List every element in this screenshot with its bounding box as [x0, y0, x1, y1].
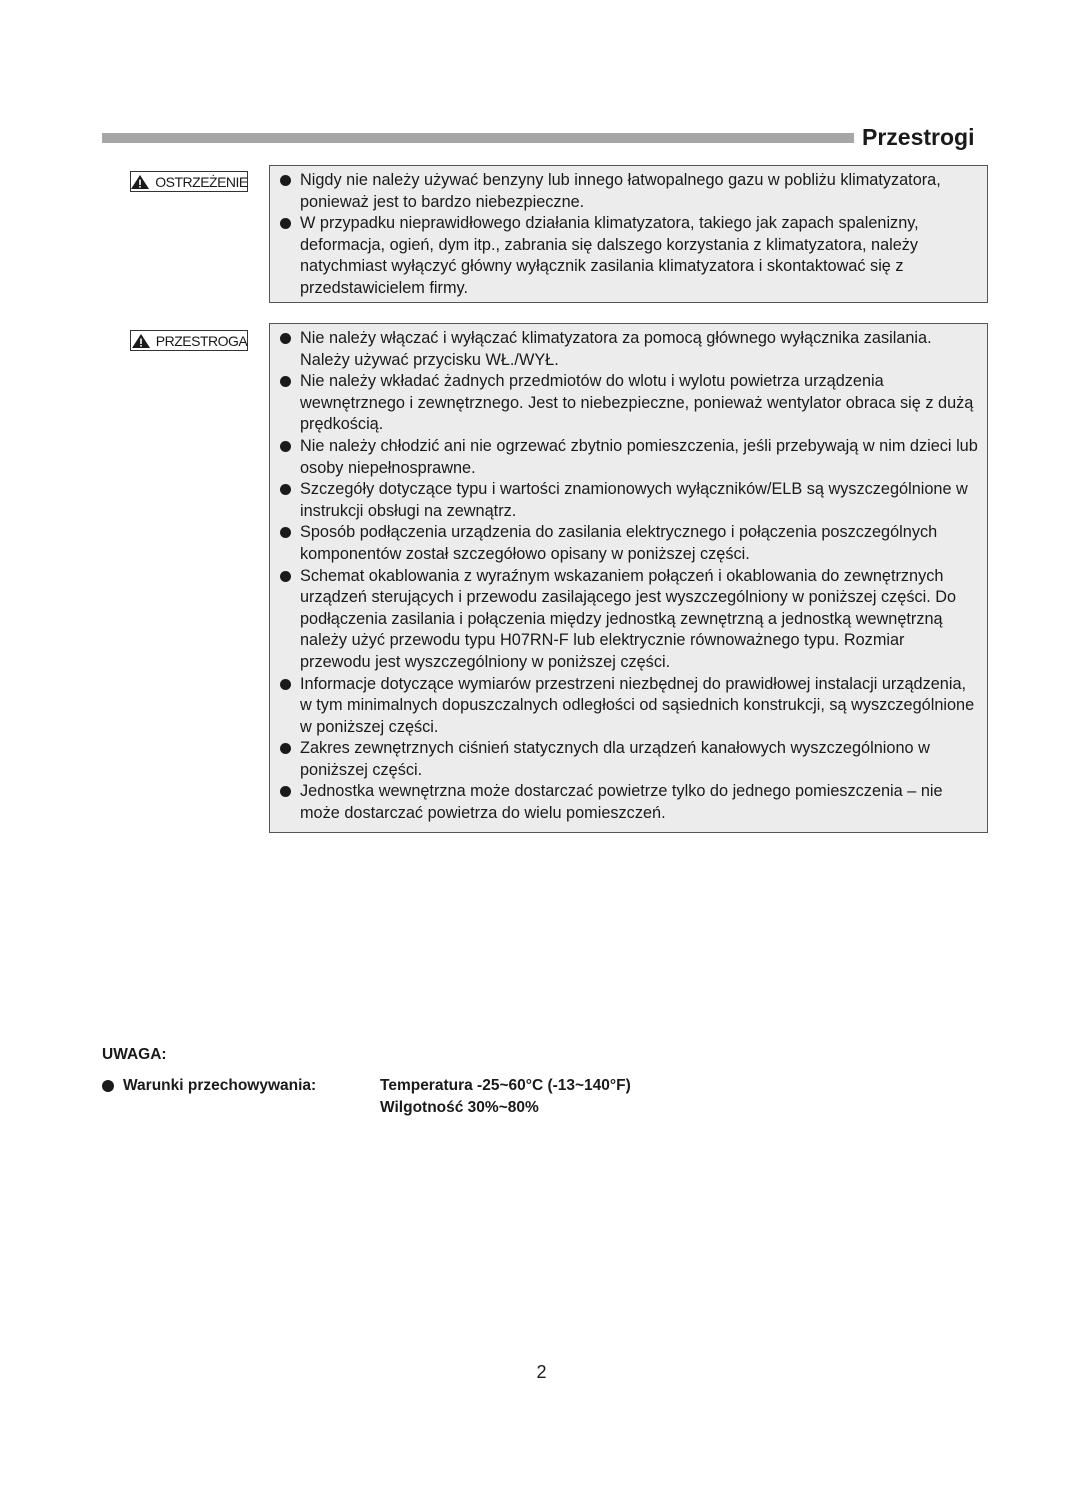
list-item-text: Nie należy włączać i wyłączać klimatyzatora za pomocą głównego wyłącznika zasilania. Należy używać przycisku WŁ./WYŁ.	[300, 329, 932, 369]
bullet-icon	[280, 743, 291, 754]
bullet-icon	[280, 786, 291, 797]
warning-label	[130, 171, 248, 192]
bullet-icon	[280, 376, 291, 387]
list-item-text: Schemat okablowania z wyraźnym wskazaniem połączeń i okablowania do zewnętrznych urządzeń sterujących i przewodu zasilającego jest wyszczególniony w poniższej części. Do podłączenia zasilania i połączenia między jednostką zewnętrzną a jednostką wewnętrzną należy użyć przewodu typu H07RN-F lub elektrycznie równoważnego typu. Rozmiar przewodu jest wyszczególniony w poniższej części.	[300, 566, 957, 671]
list-item-text: W przypadku nieprawidłowego działania klimatyzatora, takiego jak zapach spalenizny, deformacja, ogień, dym itp., zabrania się dalszego korzystania z klimatyzatora, należy natychmiast wyłączyć główny wyłącznik zasilania klimatyzatora i skontaktować się z przedstawicielem firmy.	[300, 214, 919, 297]
bullet-icon	[280, 679, 291, 690]
list-item-text: Zakres zewnętrznych ciśnień statycznych dla urządzeń kanałowych wyszczególniono w poniższej części.	[300, 739, 930, 779]
caution-list	[280, 328, 979, 825]
warning-triangle-icon	[130, 174, 150, 190]
storage-temperature: Temperatura -25~60°C (-13~140°F)	[380, 1077, 631, 1094]
list-item	[280, 781, 979, 824]
list-item-text: Informacje dotyczące wymiarów przestrzeni niezbędnej do prawidłowej instalacji urządzenia, w tym minimalnych dopuszczalnych odległości od sąsiednich konstrukcji, są wyszczególnione w poniższej części.	[300, 674, 975, 736]
list-item	[280, 674, 979, 739]
caution-panel	[269, 323, 988, 833]
list-item	[280, 738, 979, 781]
bullet-icon	[102, 1080, 114, 1092]
bullet-icon	[280, 333, 291, 344]
storage-humidity: Wilgotność 30%~80%	[380, 1099, 539, 1116]
bullet-icon	[280, 484, 291, 495]
bullet-icon	[280, 175, 291, 186]
note-title: UWAGA:	[102, 1046, 167, 1063]
list-item	[280, 566, 979, 674]
list-item	[280, 436, 979, 479]
caution-label	[130, 330, 248, 351]
list-item-text: Nigdy nie należy używać benzyny lub innego łatwopalnego gazu w pobliżu klimatyzatora, ponieważ jest to bardzo niebezpieczne.	[300, 171, 941, 211]
bullet-icon	[280, 571, 291, 582]
warning-panel	[269, 165, 988, 303]
warning-list	[280, 170, 979, 300]
bullet-icon	[280, 527, 291, 538]
list-item	[280, 371, 979, 436]
page-number: 2	[536, 1362, 547, 1382]
caution-label-text: PRZESTROGA	[155, 332, 248, 349]
header-rule	[102, 133, 854, 143]
list-item	[280, 479, 979, 522]
warning-triangle-icon	[131, 333, 151, 349]
list-item	[280, 328, 979, 371]
storage-values	[380, 1075, 631, 1119]
list-item-text: Jednostka wewnętrzna może dostarczać powietrze tylko do jednego pomieszczenia – nie może dostarczać powietrza do wielu pomieszczeń.	[300, 782, 943, 823]
list-item	[280, 522, 979, 565]
warning-label-text: OSTRZEŻENIE	[155, 173, 248, 190]
list-item	[280, 170, 979, 213]
list-item	[280, 213, 979, 299]
page-title: Przestrogi	[862, 124, 975, 150]
bullet-icon	[280, 441, 291, 452]
list-item-text: Szczegóły dotyczące typu i wartości znamionowych wyłączników/ELB są wyszczególnione w instrukcji obsługi na zewnątrz.	[300, 480, 968, 520]
list-item-text: Nie należy wkładać żadnych przedmiotów do wlotu i wylotu powietrza urządzenia wewnętrznego i zewnętrznego. Jest to niebezpieczne, ponieważ wentylator obraca się z dużą prędkością.	[300, 372, 974, 434]
bullet-icon	[280, 218, 291, 229]
list-item-text: Sposób podłączenia urządzenia do zasilania elektrycznego i połączenia poszczególnych komponentów został szczegółowo opisany w poniższej części.	[300, 523, 938, 563]
storage-label: Warunki przechowywania:	[123, 1077, 317, 1094]
list-item-text: Nie należy chłodzić ani nie ogrzewać zbytnio pomieszczenia, jeśli przebywają w nim dzieci lub osoby niepełnosprawne.	[300, 436, 978, 477]
